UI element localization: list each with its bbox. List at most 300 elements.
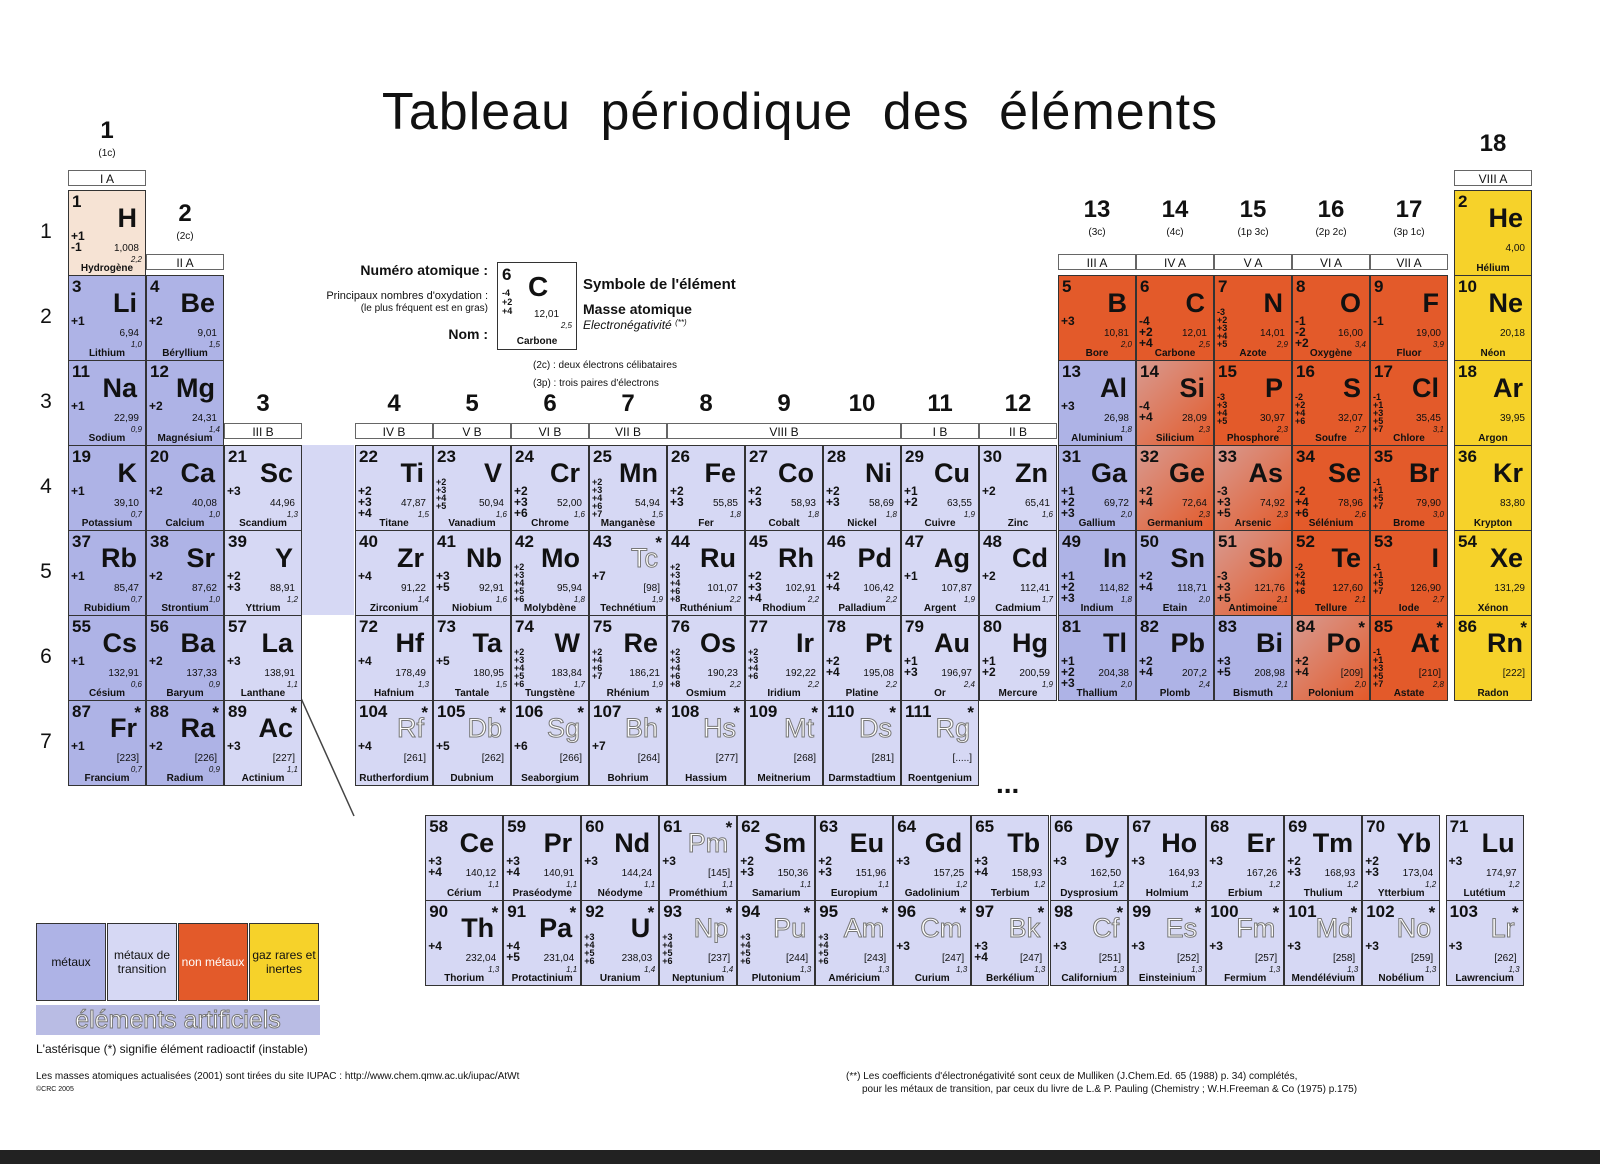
element-name: Plomb xyxy=(1159,688,1191,699)
element-number: 76 xyxy=(671,617,690,636)
element-name: Holmium xyxy=(1145,888,1189,899)
element-oxidation: +2 xyxy=(149,739,163,753)
element-name: Californium xyxy=(1061,973,1117,984)
element-name: Gallium xyxy=(1078,518,1116,529)
element-mass: 22,99 xyxy=(113,413,139,424)
element-electronegativity: 2,2 xyxy=(729,680,741,689)
radioactive-asterisk-icon: * xyxy=(1436,618,1443,637)
element-oxidation: +3 xyxy=(1365,939,1379,953)
element-electronegativity: 1,5 xyxy=(417,510,429,519)
key-note-3p: (3p) : trois paires d'électrons xyxy=(533,378,659,389)
element-symbol: No xyxy=(1396,913,1432,943)
element-symbol: Fm xyxy=(1236,913,1276,943)
element-cell xyxy=(1446,815,1524,901)
element-symbol: Pd xyxy=(857,543,892,573)
radioactive-asterisk-icon: * xyxy=(1520,618,1527,637)
group-number: 18 xyxy=(1479,130,1507,157)
key-name-label: Nom : xyxy=(448,326,488,342)
group-electron-config: (2c) xyxy=(176,231,194,242)
element-electronegativity: 0,7 xyxy=(130,595,142,604)
element-mass: 200,59 xyxy=(1019,668,1050,679)
element-cell xyxy=(815,815,893,901)
element-number: 8 xyxy=(1296,277,1306,296)
element-oxidation: -1 +1 +3 +5 +7 xyxy=(1373,647,1384,689)
group-electron-config: (1p 3c) xyxy=(1237,227,1269,238)
element-symbol: Fr xyxy=(110,713,137,743)
element-cell xyxy=(68,275,146,361)
element-oxidation: +1 -1 xyxy=(71,229,85,254)
element-name: Thorium xyxy=(444,973,485,984)
element-electronegativity: 1,9 xyxy=(651,680,663,689)
element-number: 66 xyxy=(1054,817,1074,836)
element-cell xyxy=(1214,530,1292,616)
element-oxidation: +2 +4 xyxy=(826,654,840,679)
element-name: Hafnium xyxy=(374,688,414,699)
element-number: 48 xyxy=(983,532,1002,551)
element-oxidation: +1 xyxy=(71,739,85,753)
element-number: 16 xyxy=(1296,362,1315,381)
element-name: Protactinium xyxy=(511,973,573,984)
asterisk-note: L'astérisque (*) signifie élément radioactif (instable) xyxy=(36,1042,308,1056)
group-roman-label: VII B xyxy=(589,423,667,439)
element-symbol: Eu xyxy=(849,828,885,858)
element-name: Prométhium xyxy=(669,888,728,899)
element-name: Einsteinium xyxy=(1138,973,1196,984)
element-mass: 195,08 xyxy=(863,668,894,679)
element-electronegativity: 1,3 xyxy=(800,965,812,974)
element-oxidation: +2 +4 xyxy=(1139,654,1153,679)
element-cell xyxy=(1362,815,1440,901)
element-symbol: Ag xyxy=(934,543,970,573)
element-cell xyxy=(979,530,1057,616)
element-symbol: Co xyxy=(778,458,814,488)
element-cell xyxy=(979,445,1057,531)
element-name: Osmium xyxy=(685,688,726,699)
element-mass: 78,96 xyxy=(1337,498,1363,509)
element-number: 10 xyxy=(1458,277,1477,296)
element-mass: 138,91 xyxy=(264,668,295,679)
element-name: Europium xyxy=(830,888,878,899)
element-oxidation: +1 +3 xyxy=(904,654,918,679)
element-cell xyxy=(893,815,971,901)
element-cell xyxy=(1128,815,1206,901)
element-cell xyxy=(1454,360,1532,446)
element-electronegativity: 1,1 xyxy=(878,880,890,889)
element-oxidation: +2 +3 xyxy=(740,854,754,879)
element-cell xyxy=(823,700,901,786)
element-symbol: Bh xyxy=(624,713,658,743)
element-symbol: Ne xyxy=(1488,288,1523,318)
element-symbol: Pa xyxy=(539,913,573,943)
element-cell xyxy=(433,445,511,531)
element-number: 29 xyxy=(905,447,924,466)
element-electronegativity: 2,7 xyxy=(1354,425,1366,434)
element-number: 62 xyxy=(741,817,761,836)
element-mass: 232,04 xyxy=(465,953,497,964)
element-number: 65 xyxy=(975,817,995,836)
element-oxidation: +3 xyxy=(1131,854,1145,868)
element-symbol: Ra xyxy=(180,713,215,743)
element-number: 103 xyxy=(1449,902,1478,921)
element-mass: 186,21 xyxy=(629,668,660,679)
element-oxidation: +1 xyxy=(71,484,85,498)
element-electronegativity: 2,4 xyxy=(1198,680,1210,689)
element-name: Uranium xyxy=(599,973,641,984)
element-name: Darmstadtium xyxy=(828,773,896,784)
element-name: Radium xyxy=(166,773,204,784)
element-symbol: Zr xyxy=(397,543,424,573)
element-name: Curium xyxy=(914,973,950,984)
group-roman-label: I A xyxy=(68,170,146,186)
element-number: 54 xyxy=(1458,532,1477,551)
element-cell xyxy=(1058,360,1136,446)
element-number: 111 xyxy=(905,702,932,721)
element-electronegativity: 1,0 xyxy=(130,340,142,349)
radioactive-asterisk-icon: * xyxy=(889,703,896,722)
element-electronegativity: 1,8 xyxy=(1120,425,1132,434)
element-name: Lutétium xyxy=(1463,888,1506,899)
element-name: Arsenic xyxy=(1234,518,1272,529)
element-electronegativity: 3,1 xyxy=(1432,425,1444,434)
element-symbol: Es xyxy=(1165,913,1198,943)
element-symbol: Mn xyxy=(619,458,658,488)
element-symbol: In xyxy=(1103,543,1127,573)
element-symbol: Am xyxy=(843,913,885,943)
element-mass: [266] xyxy=(559,753,582,764)
element-symbol: K xyxy=(117,458,137,488)
element-name: Niobium xyxy=(452,603,492,614)
period-number: 5 xyxy=(40,560,52,583)
element-cell xyxy=(1214,445,1292,531)
element-electronegativity: 1,0 xyxy=(208,510,220,519)
element-electronegativity: 1,3 xyxy=(1269,965,1281,974)
element-name: Calcium xyxy=(165,518,205,529)
element-symbol: Dy xyxy=(1084,828,1120,858)
period-number: 7 xyxy=(40,730,52,753)
element-cell xyxy=(737,815,815,901)
element-oxidation: +1 +2 xyxy=(904,484,918,509)
element-name: Tantale xyxy=(454,688,490,699)
element-number: 68 xyxy=(1210,817,1230,836)
element-cell xyxy=(581,815,659,901)
element-mass: 204,38 xyxy=(1098,668,1129,679)
element-name: Scandium xyxy=(239,518,287,529)
element-mass: 121,76 xyxy=(1254,583,1285,594)
group-roman-label: VI A xyxy=(1292,254,1370,270)
group-number: 12 xyxy=(1004,390,1032,417)
element-cell xyxy=(745,615,823,701)
element-cell xyxy=(1292,615,1370,701)
element-cell xyxy=(823,530,901,616)
footer-copyright: ©CRC 2005 xyxy=(36,1086,74,1093)
element-symbol: Si xyxy=(1179,373,1205,403)
element-cell xyxy=(1292,275,1370,361)
element-cell xyxy=(901,445,979,531)
element-symbol: Sg xyxy=(546,713,580,743)
key-atomic-number-label: Numéro atomique : xyxy=(360,262,488,278)
element-oxidation: +3 xyxy=(1287,939,1301,953)
element-number: 102 xyxy=(1366,902,1395,921)
key-example-symbol: C xyxy=(528,271,549,302)
legend-nonmetal: non métaux xyxy=(178,923,248,1001)
element-number: 20 xyxy=(150,447,169,466)
element-oxidation: +2 +3 +4 xyxy=(358,484,372,520)
element-mass: 157,25 xyxy=(933,868,965,879)
element-number: 45 xyxy=(749,532,768,551)
element-cell xyxy=(589,530,667,616)
element-mass: [237] xyxy=(707,953,731,964)
element-number: 22 xyxy=(359,447,378,466)
element-symbol: Nb xyxy=(466,543,502,573)
element-electronegativity: 1,2 xyxy=(1191,880,1203,889)
element-name: Lanthane xyxy=(240,688,286,699)
element-number: 64 xyxy=(897,817,917,836)
element-symbol: Rh xyxy=(778,543,814,573)
element-symbol: Cf xyxy=(1092,913,1120,943)
element-symbol: Er xyxy=(1246,828,1276,858)
element-number: 49 xyxy=(1062,532,1081,551)
element-name: Fermium xyxy=(1224,973,1267,984)
element-cell xyxy=(1136,360,1214,446)
element-symbol: P xyxy=(1264,373,1283,403)
element-oxidation: +3 xyxy=(1448,939,1463,953)
period-number: 6 xyxy=(40,645,52,668)
element-number: 60 xyxy=(585,817,605,836)
element-name: Néodyme xyxy=(597,888,643,899)
element-name: Tellure xyxy=(1314,603,1348,614)
element-symbol: Lu xyxy=(1481,828,1515,858)
element-oxidation: +3 +4 xyxy=(506,854,520,879)
group-number: 4 xyxy=(387,390,401,417)
element-electronegativity: 0,7 xyxy=(130,765,142,774)
element-mass: 10,81 xyxy=(1103,328,1129,339)
radioactive-asterisk-icon: * xyxy=(811,703,818,722)
element-mass: [209] xyxy=(1340,668,1363,679)
element-symbol: At xyxy=(1410,628,1439,658)
group-roman-label: VIII B xyxy=(667,423,901,439)
element-name: Bohrium xyxy=(607,773,649,784)
element-oxidation: +2 +3 xyxy=(818,854,832,879)
element-mass: 20,18 xyxy=(1499,328,1525,339)
element-name: Zinc xyxy=(1007,518,1029,529)
element-cell xyxy=(667,615,745,701)
element-mass: 44,96 xyxy=(269,498,295,509)
group-number: 6 xyxy=(543,390,557,417)
element-electronegativity: 1,8 xyxy=(729,510,741,519)
element-oxidation: +5 xyxy=(436,654,450,668)
element-electronegativity: 1,4 xyxy=(722,965,734,974)
element-oxidation: -3 +2 +3 +4 +5 xyxy=(1217,307,1228,349)
element-number: 80 xyxy=(983,617,1002,636)
element-mass: 6,94 xyxy=(119,328,139,339)
element-cell xyxy=(971,815,1049,901)
element-number: 63 xyxy=(819,817,839,836)
element-number: 69 xyxy=(1288,817,1308,836)
element-number: 90 xyxy=(429,902,449,921)
element-name: Platine xyxy=(845,688,879,699)
element-oxidation: +2 xyxy=(149,314,163,328)
element-oxidation: +2 +3 +4 +6 +8 xyxy=(670,562,681,604)
element-electronegativity: 2,2 xyxy=(130,255,142,264)
element-number: 105 xyxy=(437,702,466,721)
element-symbol: Md xyxy=(1315,913,1354,943)
element-name: Yttrium xyxy=(245,603,281,614)
element-number: 44 xyxy=(671,532,690,551)
element-symbol: Rg xyxy=(935,713,970,743)
element-name: Rutherfordium xyxy=(359,773,429,784)
element-name: Palladium xyxy=(838,603,886,614)
period-number: 1 xyxy=(40,220,52,243)
element-number: 109 xyxy=(749,702,778,721)
group-number: 3 xyxy=(256,390,270,417)
element-number: 52 xyxy=(1296,532,1315,551)
element-mass: 58,69 xyxy=(868,498,894,509)
element-oxidation: -1 -2 +2 xyxy=(1295,314,1309,350)
element-symbol: V xyxy=(483,458,502,488)
element-symbol: Ti xyxy=(400,458,424,488)
element-name: Plutonium xyxy=(751,973,801,984)
element-name: Erbium xyxy=(1227,888,1263,899)
element-mass: 83,80 xyxy=(1499,498,1525,509)
element-name: Sodium xyxy=(88,433,126,444)
element-number: 93 xyxy=(663,902,683,921)
element-cell xyxy=(146,700,224,786)
group-electron-config: (1c) xyxy=(98,148,116,159)
element-electronegativity: 1,2 xyxy=(1034,880,1046,889)
element-oxidation: +3 xyxy=(1061,399,1075,413)
element-number: 77 xyxy=(749,617,768,636)
element-number: 4 xyxy=(150,277,160,296)
element-mass: 192,22 xyxy=(785,668,816,679)
element-cell xyxy=(823,615,901,701)
element-oxidation: +2 +3 xyxy=(227,569,241,594)
element-mass: 35,45 xyxy=(1415,413,1441,424)
group-roman-label: V B xyxy=(433,423,511,439)
element-electronegativity: 1,4 xyxy=(208,425,220,434)
element-symbol: Rb xyxy=(101,543,137,573)
group-roman-label: II A xyxy=(146,254,224,270)
element-cell xyxy=(667,445,745,531)
element-cell xyxy=(1370,360,1448,446)
element-electronegativity: 3,0 xyxy=(1432,510,1444,519)
element-cell xyxy=(68,190,146,276)
element-symbol: Ar xyxy=(1492,373,1523,403)
element-oxidation: +3 xyxy=(1209,939,1223,953)
radioactive-asterisk-icon: * xyxy=(725,903,733,922)
element-mass: [262] xyxy=(1494,953,1517,964)
element-electronegativity: 2,3 xyxy=(1198,425,1210,434)
element-symbol: Te xyxy=(1331,543,1361,573)
element-number: 7 xyxy=(1218,277,1228,296)
element-number: 39 xyxy=(228,532,247,551)
element-mass: 131,29 xyxy=(1494,583,1525,594)
element-symbol: Ge xyxy=(1168,458,1205,488)
element-cell xyxy=(1136,445,1214,531)
element-cell xyxy=(1058,615,1136,701)
element-symbol: Ds xyxy=(859,713,892,743)
element-cell xyxy=(1058,445,1136,531)
element-mass: 58,93 xyxy=(790,498,816,509)
element-cell xyxy=(815,900,893,986)
element-name: Bismuth xyxy=(1233,688,1273,699)
element-oxidation: +3 xyxy=(896,854,910,868)
element-mass: [277] xyxy=(715,753,738,764)
radioactive-asterisk-icon: * xyxy=(212,703,219,722)
element-oxidation: -4 +2 +4 xyxy=(1139,314,1153,350)
element-oxidation: -2 +2 +4 +6 xyxy=(1295,562,1306,596)
element-symbol: Pm xyxy=(687,828,729,858)
element-cell xyxy=(224,530,302,616)
element-oxidation: +2 +3 xyxy=(826,484,840,509)
element-name: Argon xyxy=(1478,433,1508,444)
element-mass: [268] xyxy=(793,753,816,764)
element-number: 96 xyxy=(897,902,917,921)
element-cell xyxy=(667,530,745,616)
element-number: 5 xyxy=(1062,277,1072,296)
element-name: Zirconium xyxy=(369,603,419,614)
element-cell xyxy=(659,815,737,901)
element-symbol: Th xyxy=(461,913,495,943)
element-electronegativity: 1,5 xyxy=(495,680,507,689)
element-name: Oxygène xyxy=(1309,348,1353,359)
element-cell xyxy=(433,615,511,701)
element-electronegativity: 2,2 xyxy=(885,680,897,689)
element-name: Neptunium xyxy=(672,973,725,984)
key-example-ox: -4 +2 +4 xyxy=(502,288,513,316)
element-number: 104 xyxy=(359,702,388,721)
element-mass: 118,71 xyxy=(1177,583,1207,594)
element-mass: 158,93 xyxy=(1011,868,1043,879)
element-oxidation: -2 +4 +6 xyxy=(1295,484,1309,520)
element-symbol: Tb xyxy=(1007,828,1041,858)
element-mass: 190,23 xyxy=(707,668,738,679)
group-roman-label: III B xyxy=(224,423,302,439)
element-symbol: Os xyxy=(699,628,736,658)
element-cell xyxy=(68,360,146,446)
element-cell xyxy=(823,445,901,531)
element-number: 56 xyxy=(150,617,169,636)
element-number: 88 xyxy=(150,702,169,721)
element-symbol: Ru xyxy=(700,543,736,573)
element-oxidation: +3 xyxy=(1053,939,1067,953)
element-name: Mendélévium xyxy=(1291,973,1355,984)
group-number: 15 xyxy=(1239,196,1267,223)
element-cell xyxy=(1206,815,1284,901)
element-symbol: Cl xyxy=(1412,373,1439,403)
element-mass: 30,97 xyxy=(1259,413,1285,424)
element-mass: [247] xyxy=(1019,953,1043,964)
group-number: 9 xyxy=(777,390,791,417)
element-oxidation: +4 xyxy=(428,939,442,953)
element-cell xyxy=(425,900,503,986)
element-symbol: Al xyxy=(1100,373,1127,403)
element-name: Technétium xyxy=(600,603,656,614)
element-electronegativity: 1,3 xyxy=(956,965,968,974)
element-number: 21 xyxy=(228,447,247,466)
element-oxidation: +3 +4 xyxy=(974,854,988,879)
element-number: 9 xyxy=(1374,277,1384,296)
element-mass: [251] xyxy=(1098,953,1122,964)
element-mass: 87,62 xyxy=(191,583,217,594)
element-mass: [281] xyxy=(871,753,894,764)
element-mass: 40,08 xyxy=(191,498,217,509)
element-oxidation: +2 +3 +4 +5 xyxy=(436,477,447,511)
element-name: Bore xyxy=(1085,348,1109,359)
radioactive-asterisk-icon: * xyxy=(725,818,733,837)
element-number: 28 xyxy=(827,447,846,466)
element-oxidation: +2 +4 xyxy=(1295,654,1309,679)
element-number: 59 xyxy=(507,817,527,836)
